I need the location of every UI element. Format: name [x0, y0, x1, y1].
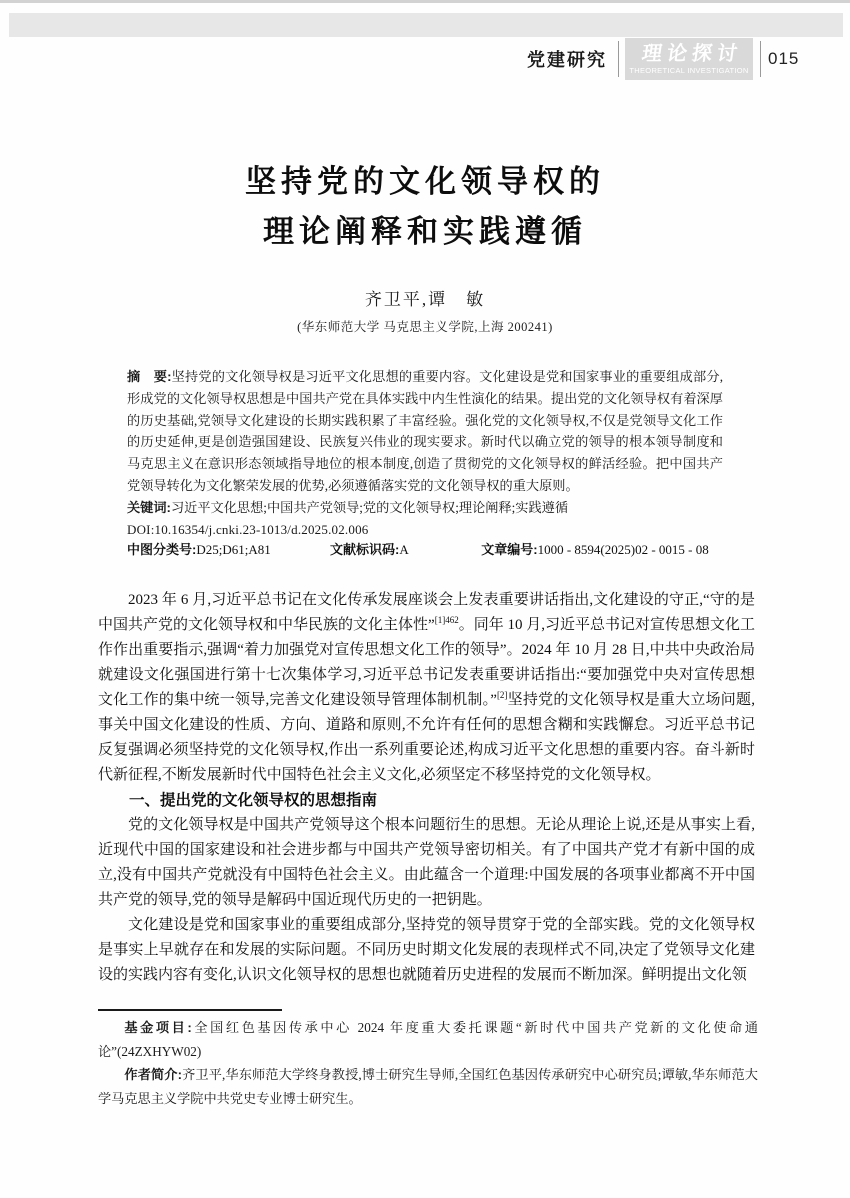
paragraph-1-text-c: 坚持党的文化领导权是重大立场问题,事关中国文化建设的性质、方向、道路和原则,不允许有任何的思想含糊和实践懈怠。习近平总书记反复强调必须坚持党的文化领导权,作出一系列重要论述,构成习近平文化思想的重要内容。奋斗新时代新征程,不断发展新时代中国特色社会主义文化,必须坚定不移坚持党的文化领导权。	[98, 692, 755, 783]
footnote-rule	[98, 1009, 282, 1011]
article-id-label: 文章编号:	[481, 542, 538, 557]
doc-code-value: A	[399, 542, 408, 557]
paragraph-2: 党的文化领导权是中国共产党领导这个根本问题衍生的思想。无论从理论上说,还是从事实上看,近现代中国的国家建设和社会进步都与中国共产党领导密切相关。有了中国共产党才有新中国的成立,没有中国共产党就没有中国特色社会主义。由此蕴含一个道理:中国发展的各项事业都离不开中国共产党的领导,党的领导是解码中国近现代历史的一把钥匙。	[98, 817, 755, 908]
bio-text: 齐卫平,华东师范大学终身教授,博士研究生导师,全国红色基因传承研究中心研究员;谭敏,华东师范大学马克思主义学院中共党史专业博士研究生。	[98, 1067, 758, 1106]
journal-logo-cn: 理论探讨	[639, 42, 744, 65]
reference-citation-1: [1]462	[434, 615, 459, 625]
keywords-line	[127, 497, 723, 519]
paragraph-1-text-b: 。同年 10 月,习近平总书记对宣传思想文化工作作出重要指示,强调“着力加强党对宣传思想文化工作的领导”。2024 年 10 月 28 日,中共中央政治局就建设文化强国进行第十七次集体学习,习近平总书记发表重要讲话指出:“要加强党中央对宣传思想文化工作的集中统一领导,完善文化建设领导管理体制机制。”	[98, 617, 755, 708]
abstract-paragraph	[127, 366, 723, 497]
article-title-line2: 理论阐释和实践遵循	[263, 214, 587, 249]
doc-code-label: 文献标识码:	[329, 542, 400, 557]
section-heading-1: 一、提出党的文化领导权的思想指南	[129, 792, 378, 809]
article-id-value: 1000 - 8594(2025)02 - 0015 - 08	[537, 542, 709, 557]
doi-line: DOI:10.16354/j.cnki.23-1013/d.2025.02.006	[127, 521, 369, 537]
page-header	[527, 38, 799, 80]
journal-logo	[625, 38, 753, 80]
article-title-line1: 坚持党的文化领导权的	[245, 164, 605, 199]
journal-logo-en: THEORETICAL INVESTIGATION	[629, 65, 749, 75]
paragraph-3: 文化建设是党和国家事业的重要组成部分,坚持党的领导贯穿于党的全部实践。党的文化领导权是事实上早就存在和发展的实际问题。不同历史时期文化发展的表现样式不同,决定了党领导文化建设的实践内容有变化,认识文化领导权的思想也就随着历史进程的发展而不断加深。鲜明提出文化领	[98, 917, 755, 983]
paragraph-1-text-a: 2023 年 6 月,习近平总书记在文化传承发展座谈会上发表重要讲话指出,文化建设的守正,“守的是中国共产党的文化领导权和中华民族的文化主体性”	[98, 592, 755, 633]
keywords-label: 关键词:	[127, 499, 171, 515]
authors: 齐卫平,谭 敏	[364, 290, 486, 309]
article-title	[0, 157, 850, 257]
article-id-item	[481, 542, 709, 557]
affiliation: (华东师范大学 马克思主义学院,上海 200241)	[297, 320, 553, 334]
header-divider-left	[618, 41, 619, 77]
page-footnote	[98, 1016, 758, 1110]
classification-row	[127, 539, 727, 558]
paragraph-1	[98, 588, 755, 788]
clc-label: 中图分类号:	[127, 542, 197, 557]
scan-top-strip	[0, 0, 850, 3]
abstract-text: 坚持党的文化领导权是习近平文化思想的重要内容。文化建设是党和国家事业的重要组成部分,形成党的文化领导权思想是中国共产党在具体实践中内生性演化的结果。提出党的文化领导权有着深厚的历史基础,党领导文化建设的长期实践积累了丰富经验。强化党的文化领导权,不仅是党领导文化工作的历史延伸,更是创造强国建设、民族复兴伟业的现实要求。新时代以确立党的领导的根本领导制度和马克思主义在意识形态领域指导地位的根本制度,创造了贯彻党的文化领导权的鲜活经验。把中国共产党领导转化为文化繁荣发展的优势,必须遵循落实党的文化领导权的重大原则。	[127, 369, 723, 493]
article-body	[98, 588, 755, 988]
reference-citation-2: [2]	[496, 690, 508, 700]
fund-text: 全国红色基因传承中心 2024 年度重大委托课题“新时代中国共产党新的文化使命通论”(24ZXHYW02)	[98, 1020, 758, 1059]
clc-item	[127, 542, 271, 557]
clc-value: D25;D61;A81	[196, 542, 271, 557]
bio-line	[98, 1063, 758, 1110]
abstract-block	[127, 366, 723, 540]
abstract-label: 摘 要:	[127, 369, 172, 384]
keywords-text: 习近平文化思想;中国共产党领导;党的文化领导权;理论阐释;实践遵循	[170, 499, 569, 515]
column-name: 党建研究	[527, 50, 607, 70]
doc-code-item	[330, 542, 408, 557]
fund-label: 基金项目:	[124, 1020, 192, 1035]
bio-label: 作者简介:	[124, 1067, 182, 1082]
scan-gray-band	[9, 13, 843, 37]
fund-line	[98, 1016, 758, 1063]
page-number: 015	[768, 49, 800, 68]
header-divider-right	[760, 41, 761, 77]
